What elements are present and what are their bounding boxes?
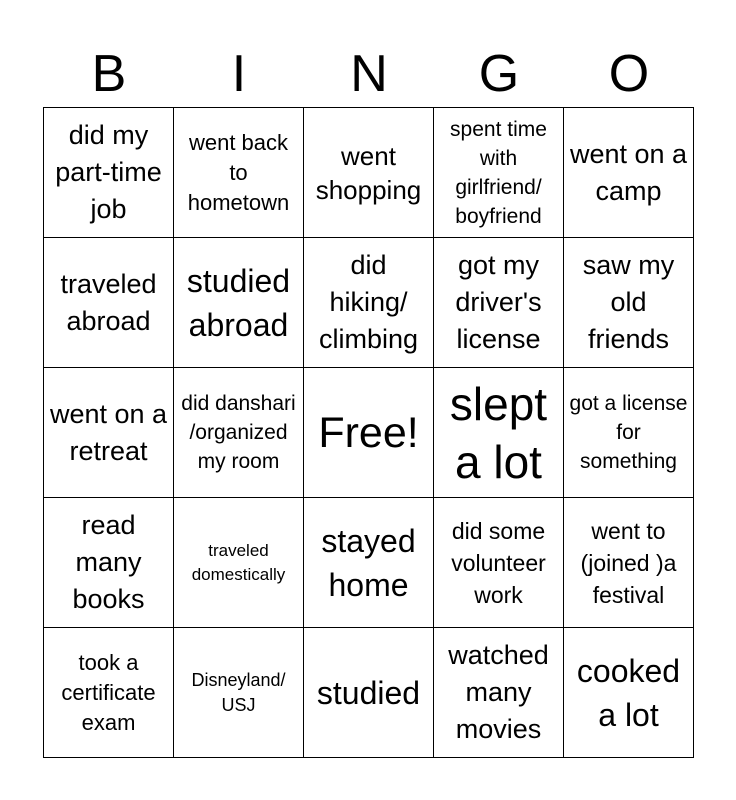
header-letter-n: N [350,45,388,103]
bingo-cell[interactable]: Disneyland/ USJ [174,628,304,758]
bingo-cell[interactable]: took a certificate exam [44,628,174,758]
card-row [44,108,694,238]
bingo-cell[interactable]: got a license for something [564,368,694,498]
card-row [44,628,694,758]
card-row [44,498,694,628]
bingo-cell[interactable]: cooked a lot [564,628,694,758]
bingo-cell[interactable]: read many books [44,498,174,628]
bingo-cell[interactable]: did danshari /organized my room [174,368,304,498]
bingo-cell[interactable]: studied abroad [174,238,304,368]
bingo-cell[interactable]: went back to hometown [174,108,304,238]
bingo-cell[interactable]: saw my old friends [564,238,694,368]
bingo-cell[interactable]: studied [304,628,434,758]
header-letter-b: B [91,45,127,103]
bingo-cell[interactable]: stayed home [304,498,434,628]
bingo-header [44,40,694,108]
bingo-cell[interactable]: went shopping [304,108,434,238]
bingo-card [43,107,694,758]
bingo-cell[interactable]: got my driver's license [434,238,564,368]
free-space[interactable]: Free! [304,368,434,498]
header-letter-o: O [608,45,650,103]
bingo-cell[interactable]: watched many movies [434,628,564,758]
card-row [44,238,694,368]
bingo-cell[interactable]: went on a retreat [44,368,174,498]
bingo-cell[interactable]: traveled abroad [44,238,174,368]
bingo-cell[interactable]: did hiking/ climbing [304,238,434,368]
header-letter-g: G [478,45,520,103]
bingo-cell[interactable]: went to (joined )a festival [564,498,694,628]
bingo-cell[interactable]: traveled domestically [174,498,304,628]
bingo-cell[interactable]: spent time with girlfriend/ boyfriend [434,108,564,238]
card-row [44,368,694,498]
bingo-cell[interactable]: did my part-time job [44,108,174,238]
bingo-cell[interactable]: slept a lot [434,368,564,498]
bingo-cell[interactable]: went on a camp [564,108,694,238]
header-letter-i: I [231,45,247,103]
bingo-cell[interactable]: did some volunteer work [434,498,564,628]
